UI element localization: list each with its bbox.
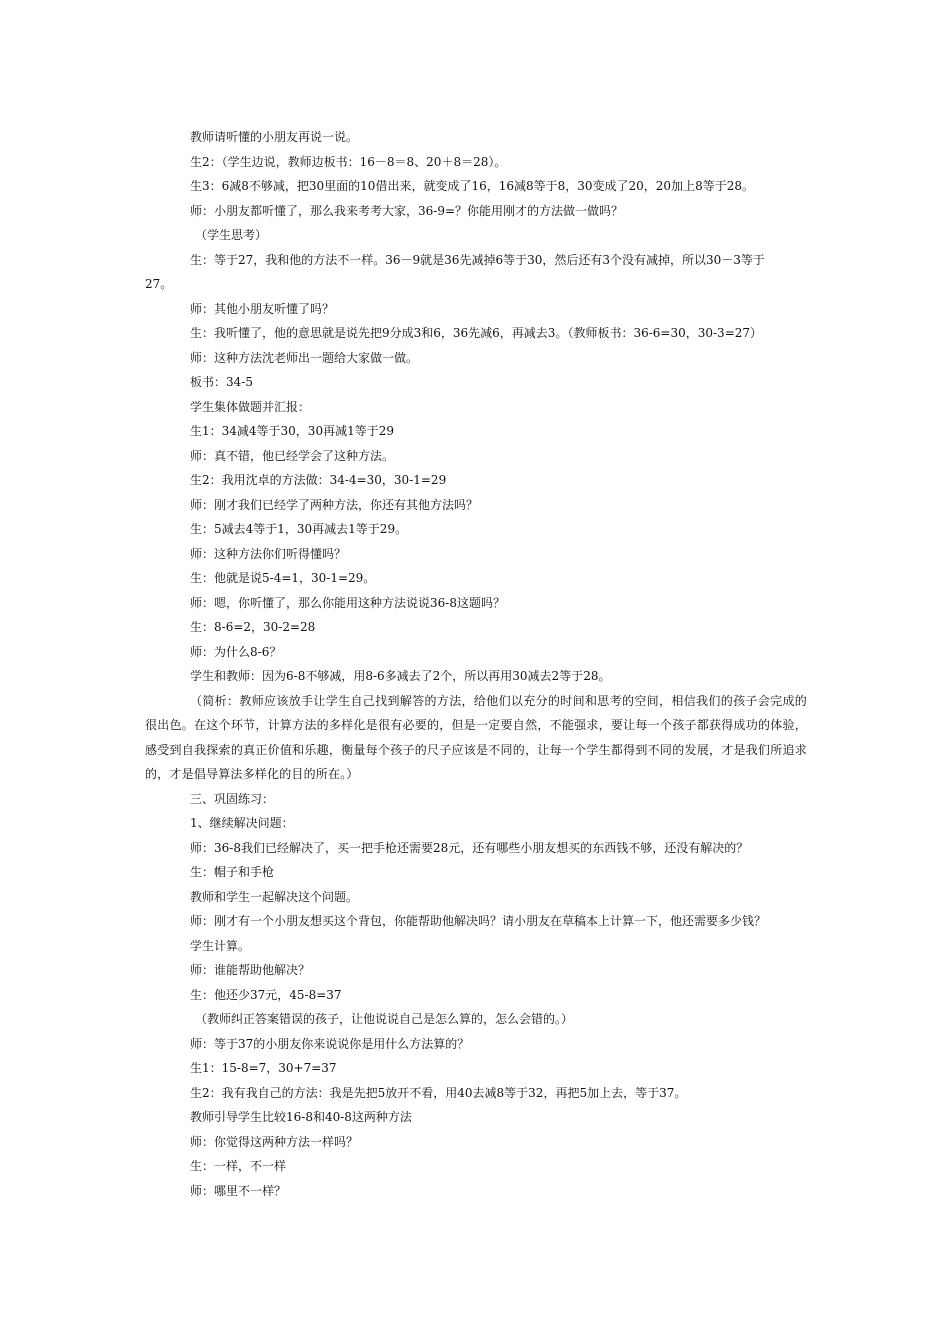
text-line: 生：他还少37元，45-8=37	[190, 987, 342, 1002]
text-line: 师：其他小朋友听懂了吗？	[190, 301, 335, 316]
text-line: 师：你觉得这两种方法一样吗？	[190, 1134, 359, 1149]
text-line: 生2：我有我自己的方法：我是先把5放开不看，用40去减8等于32，再把5加上去，等于37。	[190, 1085, 687, 1100]
text-line: 生：一样，不一样	[190, 1159, 287, 1173]
text-line: （学生思考）	[195, 228, 268, 242]
text-line: 学生计算。	[190, 938, 251, 953]
text-line: 师：为什么8-6？	[190, 644, 282, 659]
text-line: 生：我听懂了，他的意思就是说先把9分成3和6，36先减6，再减去3。（教师板书：36-6=30，30-3=27）	[190, 326, 763, 340]
text-line: 师：36-8我们已经解决了，买一把手枪还需要28元，还有哪些小朋友想买的东西钱不够，还没有解决的？	[190, 840, 749, 855]
text-line: 师：等于37的小朋友你来说说你是用什么方法算的？	[190, 1036, 470, 1051]
text-line: 生2：我用沈卓的方法做：34-4=30，30-1=29	[190, 473, 447, 487]
section-heading: 三、巩固练习：	[190, 791, 275, 806]
text-line: 师：这种方法你们听得懂吗？	[190, 546, 347, 561]
text-line: 教师引导学生比较16-8和40-8这两种方法	[190, 1110, 412, 1124]
text-line: 27。	[145, 277, 173, 291]
text-line: 教师请听懂的小朋友再说一说。	[190, 130, 359, 144]
text-line: （教师纠正答案错误的孩子，让他说说自己是怎么算的，怎么会错的。）	[195, 1012, 574, 1026]
document-body	[145, 125, 807, 1203]
text-line: 学生和教师：因为6-8不够减，用8-6多减去了2个，所以再用30减去2等于28。	[190, 669, 611, 683]
text-line: 生：他就是说5-4=1，30-1=29。	[190, 571, 376, 585]
text-line: 师：嗯，你听懂了，那么你能用这种方法说说36-8这题吗？	[190, 595, 505, 610]
text-line: 生2：（学生边说，教师边板书：16－8＝8、20＋8＝28）。	[190, 154, 507, 169]
analysis-paragraph: （简析：教师应该放手让学生自己找到解答的方法，给他们以充分的时间和思考的空间，相信我们的孩子会完成的很出色。在这个环节，计算方法的多样化是很有必要的，但是一定要自然，不能强求，要让每一个孩子都获得成功的体验，感受到自我探索的真正价值和乐趣，衡量每个孩子的尺子应该是不同的，让每一个学生都得到不同的发展，才是我们所追求的，才是倡导算法多样化的目的所在。）	[145, 693, 807, 781]
text-line: 板书：34-5	[190, 375, 253, 389]
text-line: 生1：15-8=7，30+7=37	[190, 1061, 337, 1075]
text-line: 生：5减去4等于1，30再减去1等于29。	[190, 522, 408, 536]
subsection-heading: 1、继续解决问题：	[190, 816, 294, 830]
text-line: 师：哪里不一样？	[190, 1183, 287, 1198]
text-line: 师：刚才我们已经学了两种方法，你还有其他方法吗？	[190, 497, 479, 512]
text-line: 师：谁能帮助他解决？	[190, 963, 311, 977]
text-line: 生3：6减8不够减，把30里面的10借出来，就变成了16，16减8等于8，30变成了20，20加上8等于28。	[190, 179, 754, 193]
text-line: 生1：34减4等于30，30再减1等于29	[190, 424, 394, 438]
text-line: 师：小朋友都听懂了，那么我来考考大家，36-9=？你能用刚才的方法做一做吗？	[190, 203, 624, 218]
text-line: 师：刚才有一个小朋友想买这个背包，你能帮助他解决吗？请小朋友在草稿本上计算一下，他还需要多少钱？	[190, 914, 767, 928]
text-line: 师：这种方法沈老师出一题给大家做一做。	[190, 350, 419, 365]
text-line: 生：8-6=2，30-2=28	[190, 620, 316, 634]
text-line: 师：真不错，他已经学会了这种方法。	[190, 448, 395, 463]
text-line: 学生集体做题并汇报：	[190, 399, 311, 414]
text-line: 教师和学生一起解决这个问题。	[190, 889, 359, 904]
text-line: 生：等于27，我和他的方法不一样。36－9就是36先减掉6等于30，然后还有3个没有减掉，所以30－3等于	[190, 252, 765, 267]
text-line: 生：帽子和手枪	[190, 865, 275, 879]
